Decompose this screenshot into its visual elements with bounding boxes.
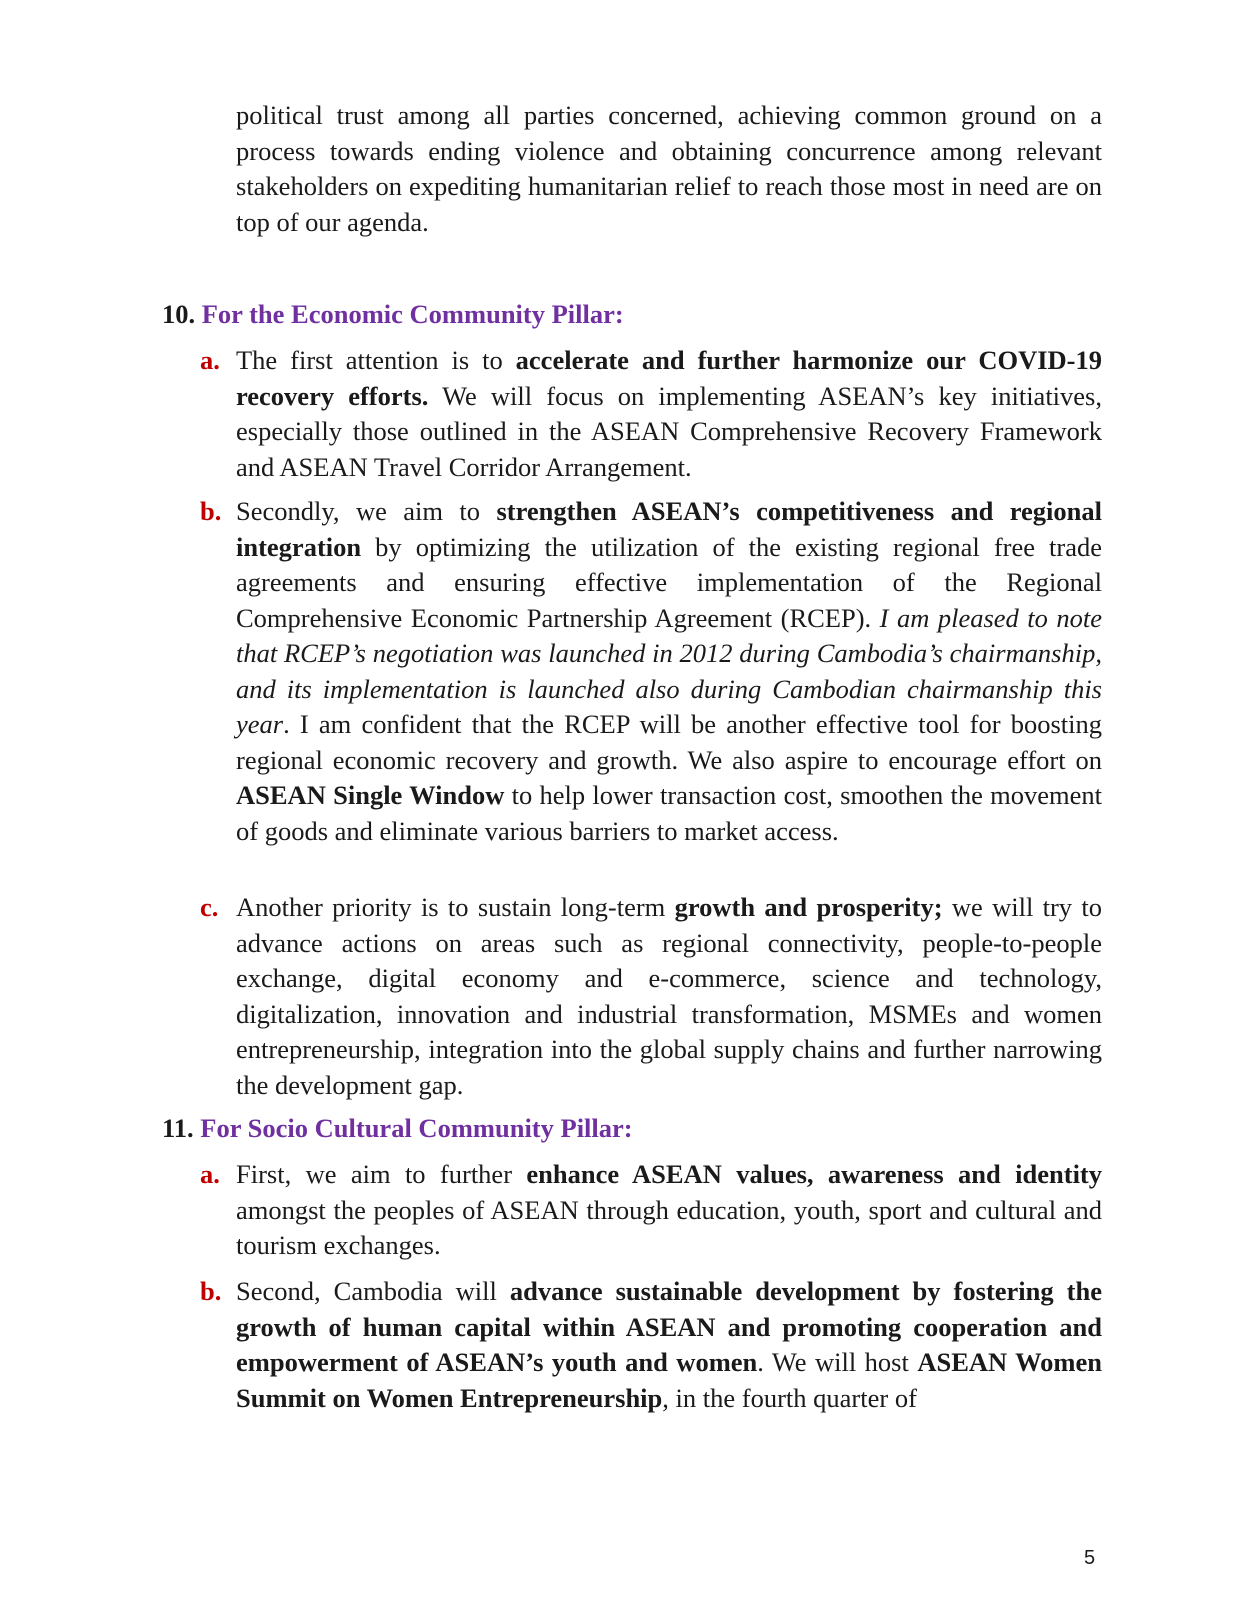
bold-text: accelerate and further harmonize our COVID-19 recovery efforts. — [236, 345, 1102, 411]
list-marker: a. — [200, 345, 220, 375]
body-text: . We will host — [757, 1347, 918, 1377]
page-number: 5 — [1084, 1547, 1096, 1569]
body-text: . I am confident that the RCEP will be another effective tool for boosting regional economic recovery and growth. We also aspire to encourage effort on — [236, 709, 1102, 775]
body-text: We will focus on implementing ASEAN’s key initiatives, especially those outlined in the ASEAN Comprehensive Recovery Framework and ASEAN Travel Corridor Arrangement. — [236, 380, 1102, 482]
body-text: Second, Cambodia will — [236, 1276, 510, 1306]
body-text: , in the fourth quarter of — [662, 1382, 917, 1413]
body-text: by optimizing the utilization of the existing regional free trade agreements and ensuring effective implementation of the Regional Comprehensive Economic Partnership Agreement (RCEP). — [236, 531, 1102, 633]
body-text: Another priority is to sustain long-term — [236, 892, 675, 922]
bold-text: growth and prosperity; — [674, 892, 943, 922]
section-10-number: 10. — [162, 299, 196, 329]
bold-text: strengthen ASEAN’s competitiveness and regional integration — [236, 496, 1102, 562]
list-marker: c. — [200, 892, 219, 922]
body-text: we will try to advance actions on areas such as regional connectivity, people-to-people exchange, digital economy and e-commerce, science and technology, digitalization, innovation and industrial transformation, MSMEs and women entrepreneurship, integration into the global supply chains and further narrowing the development gap. — [236, 892, 1102, 1100]
list-item-text — [236, 1157, 1102, 1264]
body-text: The first attention is to — [236, 345, 516, 375]
list-item-text — [236, 1274, 1102, 1416]
body-text: Secondly, we aim to — [236, 496, 497, 526]
intro-paragraph: political trust among all parties concerned, achieving common ground on a process towards ending violence and obtaining concurrence among relevant stakeholders on expediting humanitarian relief to reach those most in need are on top of our agenda. — [236, 100, 1102, 237]
body-text: to help lower transaction cost, smoothen the movement of goods and eliminate various barriers to market access. — [236, 780, 1102, 846]
body-text: amongst the peoples of ASEAN through education, youth, sport and cultural and tourism exchanges. — [236, 1194, 1102, 1260]
list-item-text — [236, 494, 1102, 849]
section-10-title: For the Economic Community Pillar: — [201, 299, 624, 329]
list-item-text — [236, 343, 1102, 485]
bold-text: ASEAN Single Window — [236, 780, 505, 810]
italic-text: I am pleased to note that RCEP’s negotiation was launched in 2012 during Cambodia’s chairmanship, and its implementation is launched also during Cambodian chairmanship this year — [236, 602, 1102, 739]
bold-text: advance sustainable development by fostering the growth of human capital within ASEAN and promoting cooperation and empowerment of ASEAN’s youth and women — [236, 1276, 1102, 1377]
list-marker: b. — [200, 496, 222, 526]
section-10-heading — [162, 297, 624, 333]
section-11-number: 11. — [162, 1113, 194, 1143]
bold-text: ASEAN Women Summit on Women Entrepreneurship — [236, 1347, 1102, 1413]
section-11-heading — [162, 1111, 633, 1147]
list-marker: b. — [200, 1276, 222, 1306]
bold-text: enhance ASEAN values, awareness and identity — [526, 1159, 1103, 1189]
list-marker: a. — [200, 1159, 220, 1189]
body-text: First, we aim to further — [236, 1159, 527, 1189]
list-item-text — [236, 890, 1102, 1103]
section-11-title: For Socio Cultural Community Pillar: — [200, 1113, 633, 1143]
